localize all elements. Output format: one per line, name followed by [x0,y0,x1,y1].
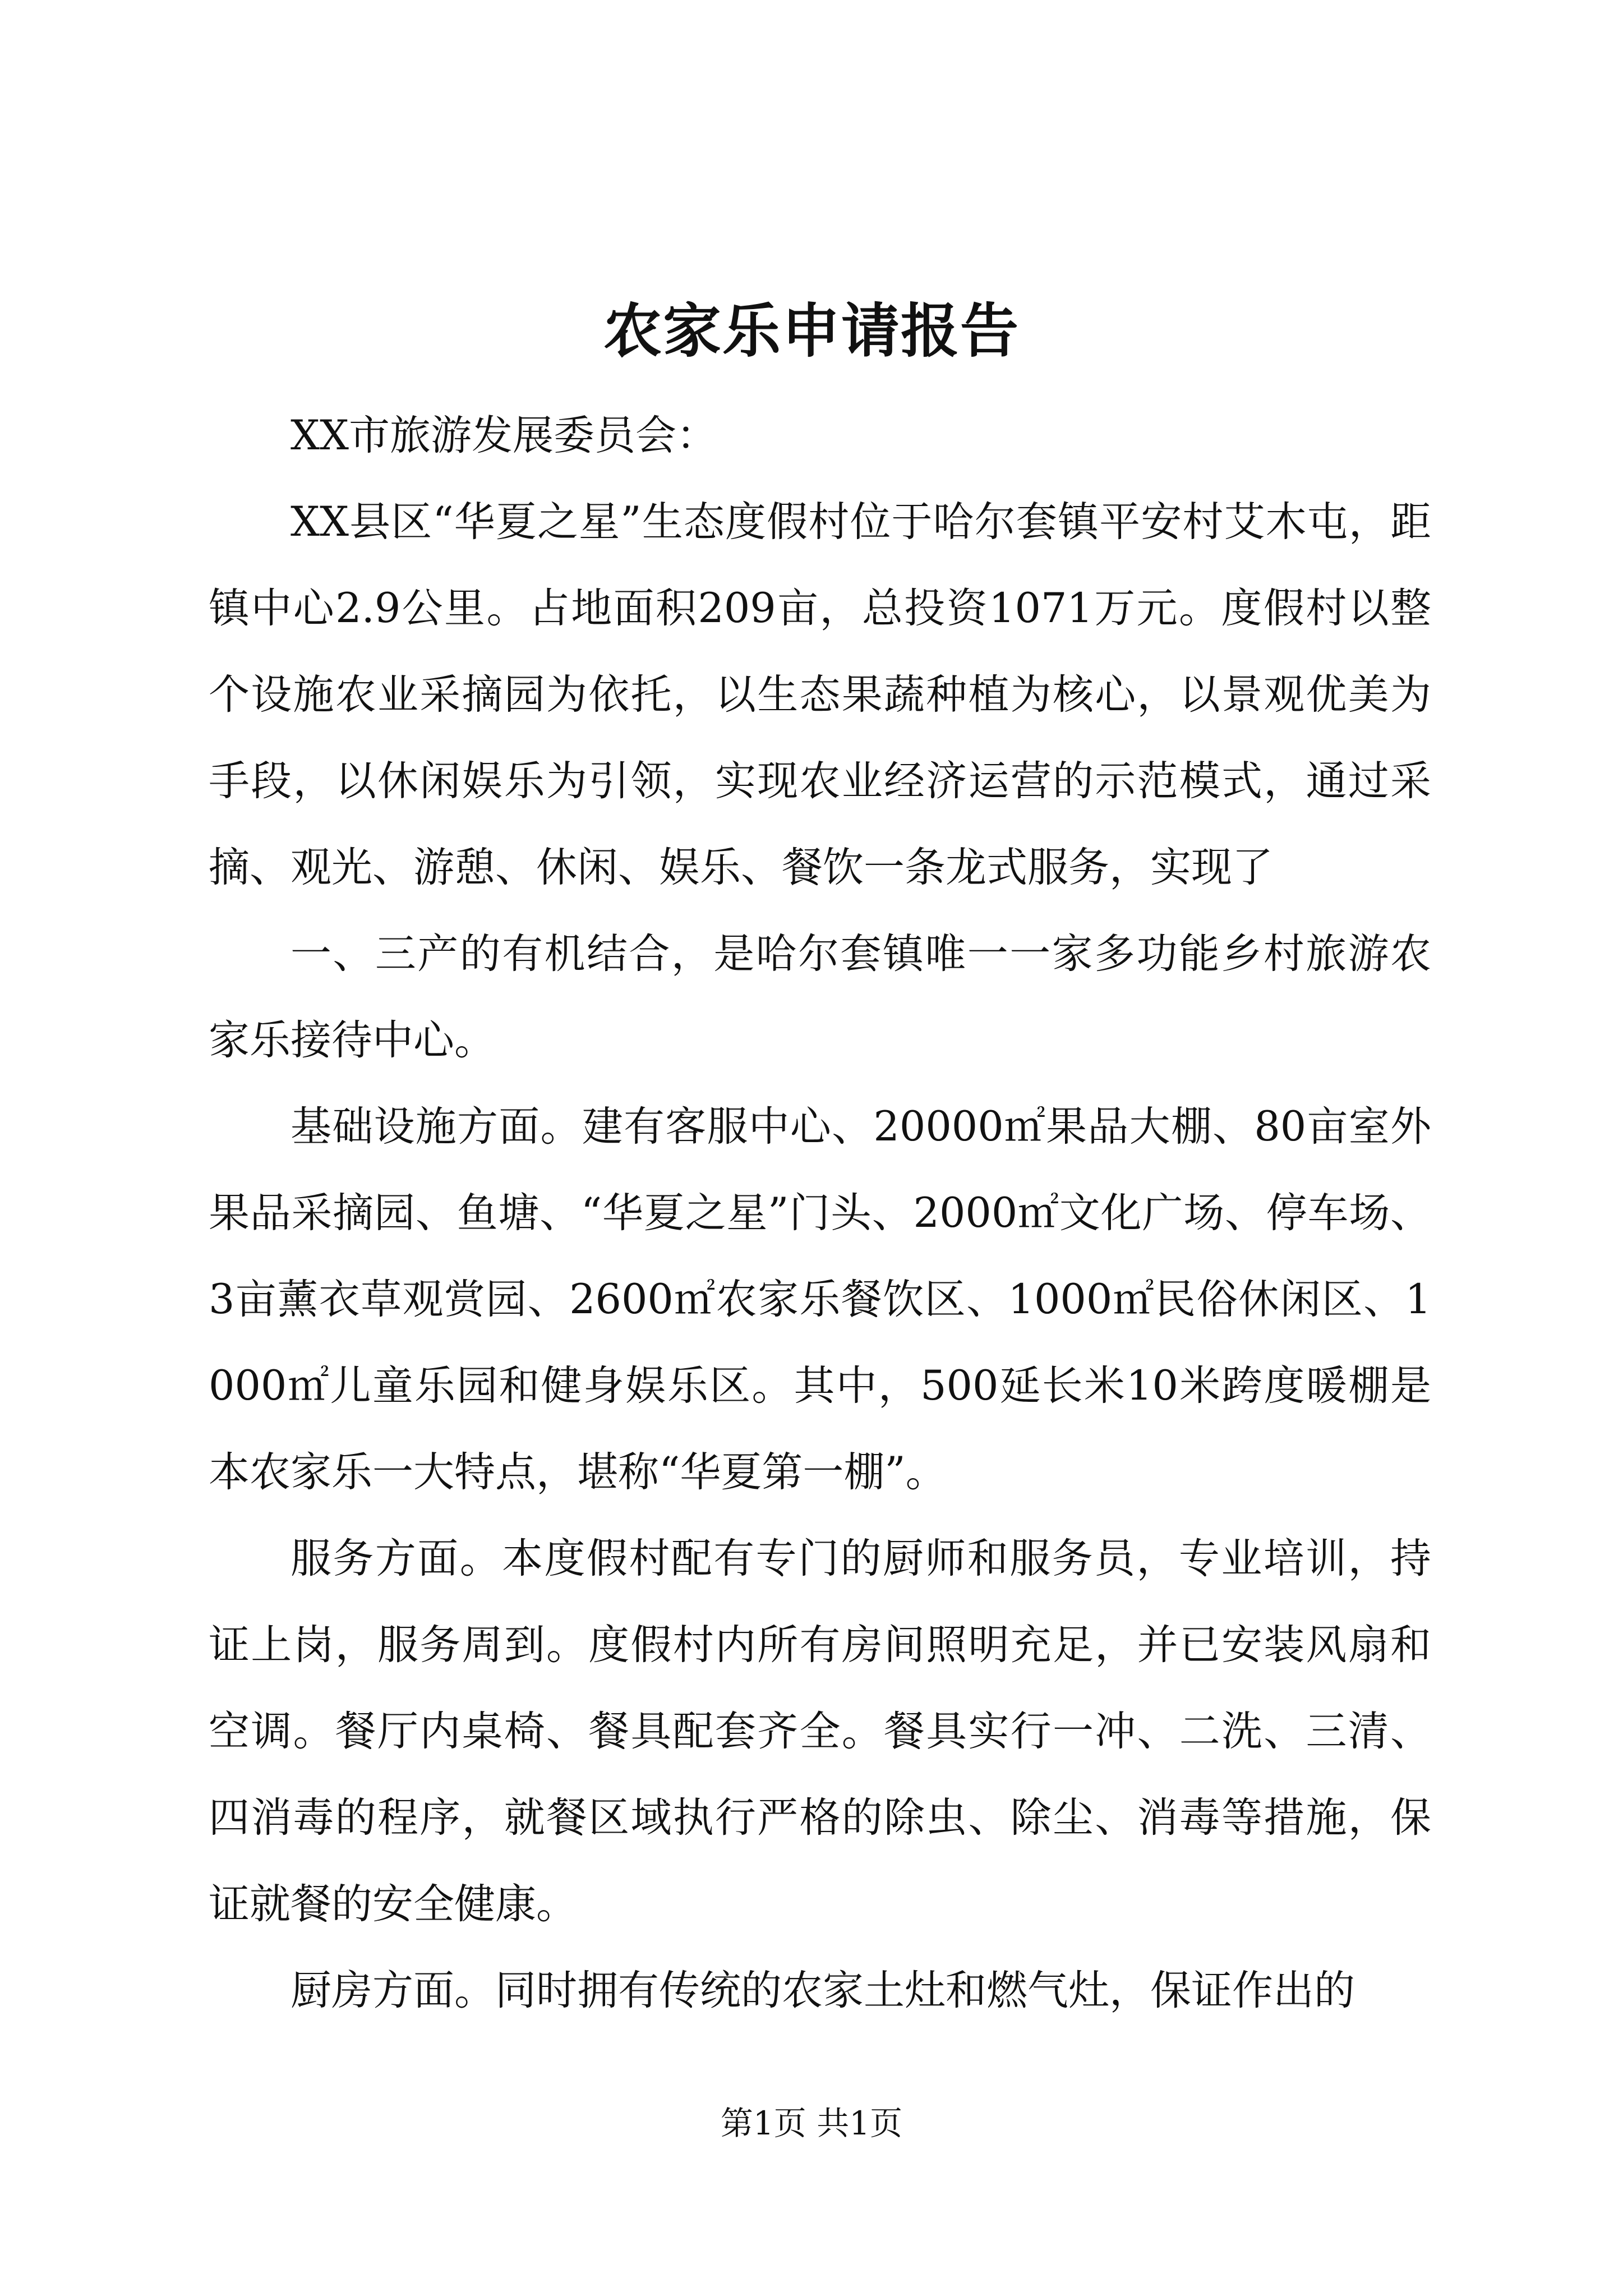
paragraph-kitchen: 厨房方面。同时拥有传统的农家土灶和燃气灶，保证作出的 [291,1967,1355,2014]
document-body [209,393,1431,2034]
paragraph-intro: XX县区“华夏之星”生态度假村位于哈尔套镇平安村艾木屯，距镇中心2.9公里。占地面积209亩，总投资1071万元。度假村以整个设施农业采摘园为依托，以生态果蔬种植为核心，以景观优美为手段，以休闲娱乐为引领，实现农业经济运营的示范模式，通过采摘、观光、游憩、休闲、娱乐、餐饮一条龙式服务，实现了 [209,498,1431,891]
page-footer: 第1页 共1页 [720,2104,903,2142]
paragraph-service: 服务方面。本度假村配有专门的厨师和服务员，专业培训，持证上岗，服务周到。度假村内所有房间照明充足，并已安装风扇和空调。餐厅内桌椅、餐具配套齐全。餐具实行一冲、二洗、三清、四消毒的程序，就餐区域执行严格的除虫、除尘、消毒等措施，保证就餐的安全健康。 [209,1535,1431,1928]
salutation: XX市旅游发展委员会： [291,412,717,459]
paragraph-infrastructure: 基础设施方面。建有客服中心、20000㎡果品大棚、80亩室外果品采摘园、鱼塘、“华夏之星”门头、2000㎡文化广场、停车场、3亩薰衣草观赏园、2600㎡农家乐餐饮区、1000㎡民俗休闲区、1000㎡儿童乐园和健身娱乐区。其中，500延长米10米跨度暖棚是本农家乐一大特点，堪称“华夏第一棚”。 [209,1103,1431,1496]
document-title: 农家乐申请报告 [603,296,1020,365]
paragraph-integration: 一、三产的有机结合，是哈尔套镇唯一一家多功能乡村旅游农家乐接待中心。 [209,930,1431,1064]
